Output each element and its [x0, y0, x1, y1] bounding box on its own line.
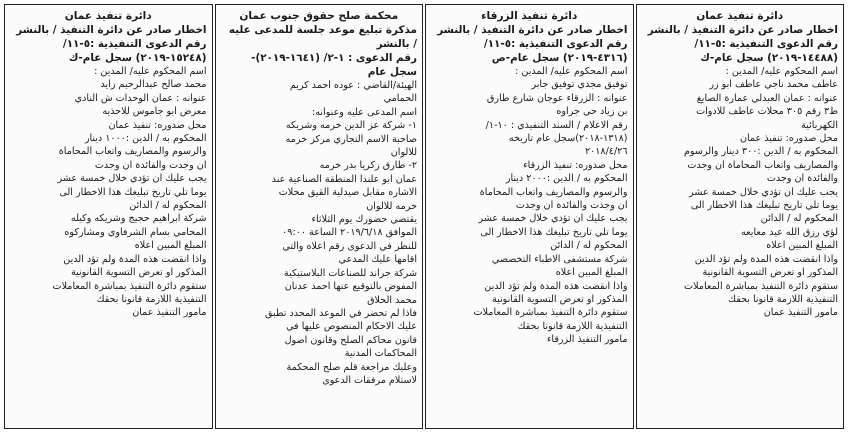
- notice-title: دائرة تنفيذ الزرقاء: [481, 10, 578, 22]
- notice-body-line: المذكور او تعرض التسوية القانونية: [491, 293, 628, 305]
- notice-body-line: عنوانه : عمان العبدلي عمارة الصايغ: [696, 92, 838, 104]
- notice-body-line: محل صدوره: تنفيذ عمان: [108, 119, 207, 131]
- notice-body-line: ان وجدت والفائدة ان وجدت: [515, 200, 628, 212]
- notice-case-line: اخطار صادر عن دائرة التنفيذ / بالنشر: [437, 24, 628, 36]
- notice-case-line: (٤٣١٦-٢٠١٩) سجل عام-ص: [491, 52, 628, 64]
- notice-case-line: (١٥٢٤٨-٢٠١٩) سجل عام-ك: [68, 52, 207, 64]
- notice-body-line: اسم المدعى عليه وعنوانه:: [312, 106, 417, 118]
- notice-body-line: للنظر في الدعوى رقم اعلاه والتي: [282, 240, 417, 252]
- notice-body-line: المحكوم له / الدائن: [129, 200, 207, 212]
- notice-body-line: فاذا لم تحضر في الموعد المحدد تطبق: [264, 307, 417, 319]
- notice-body-line: معرض ابو جاموس للاحذيه: [102, 106, 207, 118]
- notice-body-line: ستقوم دائرة التنفيذ بمباشرة المعاملات: [52, 280, 207, 292]
- notice-body-line: المحكوم به / الدين :٣٠٠ دينار والرسوم: [683, 146, 838, 158]
- notice-body-line: والرسوم والمصاريف واتعاب المحاماة: [479, 186, 628, 198]
- notice-body-line: عنوانه : الزرقاء عوجان شارع طارق: [486, 92, 628, 104]
- notice-body-line: المحامي بسام الشرفاوي ومشاركوه: [64, 226, 207, 238]
- notice-body-line: والرسوم والمصاريف واتعاب المحاماة: [58, 146, 207, 158]
- notice-title: محكمة صلح حقوق جنوب عمان: [239, 10, 399, 22]
- notice-body-line: التنفيذية اللازمة قانونا بحقك: [96, 293, 207, 305]
- notice-body-line: شركة ابراهيم حجيج وشريكه وكيله: [70, 213, 207, 225]
- notice-body-line: واذا انقضت هذه المدة ولم تؤد الدين: [484, 280, 628, 292]
- notice-body-line: الكهربائية: [801, 119, 838, 131]
- notice-body-line: اسم المحكوم عليه/ المدين :: [515, 66, 628, 77]
- notice-body-line: المفوض بالتوقيع عنها احمد عدنان: [284, 281, 417, 293]
- notice-body-line: مامور التنفيذ عمان: [132, 307, 207, 319]
- notice-body-line: الهيئة/القاضي : عوده احمد كريم: [289, 80, 417, 91]
- notice-body-line: مامور التنفيذ الزرقاء: [546, 334, 628, 346]
- notice-body-line: ٢- طارق زكريا بدر خرمه: [319, 160, 417, 172]
- notice-body-line: وعليك مراجعة قلم صلح المحكمة: [286, 361, 417, 373]
- notice-body-line: المحكوم به / الدين :٢٠٠٠ دينار: [505, 173, 628, 185]
- notice-body-line: عاطف محمد ناجي عاطف ابو زر: [709, 79, 838, 91]
- notice-case-line: اخطار صادر عن دائرة التنفيذ / بالنشر: [647, 24, 838, 36]
- notice-body-line: عليك الاحكام المنصوص عليها في: [286, 321, 417, 333]
- notice-body-line: يجب عليك ان تؤدي خلال خمسة عشر: [689, 186, 838, 198]
- notice-title: دائرة تنفيذ عمان: [696, 10, 784, 22]
- notice-body-line: يقتضي حضورك يوم الثلاثاء: [311, 214, 417, 226]
- notice-body-line: شركة مستشفى الاطباء التخصصي: [491, 253, 628, 265]
- notice-body-line: المذكور او تعرض التسوية القانونية: [70, 267, 207, 279]
- notice-amman-1: [636, 4, 845, 429]
- notice-body-line: محل صدوره: تنفيذ الزرقاء: [523, 159, 628, 171]
- notice-body-line: واذا انقضت هذه المدة ولم تؤد الدين: [694, 253, 838, 265]
- notice-title: دائرة تنفيذ عمان: [64, 10, 152, 22]
- notice-body-line: المحكوم له / الدائن: [760, 213, 838, 225]
- notice-body-line: يوما تلي تاريخ تبليغك هذا الاخطار الى: [690, 200, 838, 212]
- notice-case-line: مذكرة تبليغ موعد جلسة للمدعى عليه: [228, 24, 417, 36]
- notice-body-line: محمد صالح عبدالرحيم زايد: [100, 79, 207, 91]
- notice-body-line: محمد الحلاق: [367, 294, 417, 306]
- notice-body-line: بن زياد حي جراوه: [556, 106, 628, 118]
- notice-body-line: اسم المحكوم عليه/ المدين :: [94, 66, 207, 77]
- notice-body-line: التنفيذية اللازمة قانونا بحقك: [728, 293, 838, 305]
- notice-case-line: رقم الدعوى التنفيذية :٥-١١/: [483, 38, 628, 50]
- notice-body-line: المبلغ المبين اعلاه: [134, 240, 207, 252]
- notice-court-south-amman: [215, 4, 424, 429]
- notice-body-line: يوما تلي تاريخ تبليغك هذا الاخطار الى: [480, 226, 628, 238]
- notice-body-line: ١- شركة عز الدين خرمه وشريكه: [285, 120, 417, 132]
- notice-body-line: صاحبة الاسم التجاري مركز خرمه: [285, 133, 417, 145]
- notice-body-line: المحكوم له / الدائن: [550, 240, 628, 252]
- notice-body-line: عنوانه : عمان الوحدات ش النادي: [74, 92, 207, 104]
- notice-body-line: والفائدة ان وجدت: [766, 173, 838, 185]
- notice-body-line: للالوان: [390, 147, 417, 159]
- notice-body-line: عمان ابو علندا المنطقة الصناعية عند: [271, 173, 417, 185]
- notice-body-line: لؤي رزق الله عيد معايعه: [741, 226, 838, 238]
- notice-body-line: رقم الاعلام / السند التنفيذي : ١٠-١/: [485, 119, 628, 131]
- notice-body-line: يجب عليك ان تؤدي خلال خمسة عشر: [57, 173, 207, 185]
- notice-case-line: (١٤٤٨٨-٢٠١٩) سجل عام-ك: [700, 52, 838, 64]
- notice-body-line: التنفيذية اللازمة قانونا بحقك: [517, 320, 628, 332]
- notice-body-line: خرمه للالوان: [366, 200, 417, 212]
- notice-body-line: ستقوم دائرة التنفيذ بمباشرة المعاملات: [473, 307, 628, 319]
- notice-body-line: الاشاره مقابل صيدلية القيق محلات: [278, 187, 417, 199]
- notice-case-line: اخطار صادر عن دائرة التنفيذ / بالنشر: [16, 24, 207, 36]
- notice-body-line: المحكوم به / الدين :١٠٠٠ دينار: [84, 133, 207, 145]
- notice-signature: مامور التنفيذ عمان: [763, 307, 838, 319]
- notice-case-line: رقم الدعوى التنفيذية :٥-١١/: [694, 38, 838, 50]
- notice-body-line: الحمامي: [383, 93, 417, 105]
- notice-body-line: ط٣ رقم ٣٠٥ محلات عاطف للادوات: [696, 106, 838, 118]
- notice-body-line: ستقوم دائرة التنفيذ بمباشرة المعاملات: [684, 280, 838, 292]
- notice-body-line: توفيق مجدي توفيق جابر: [531, 79, 628, 91]
- notice-body-line: المذكور او تعرض التسوية القانونية: [702, 267, 838, 279]
- notice-body-line: قانون محاكم الصلح وقانون اصول: [284, 334, 417, 346]
- notice-case-line: رقم الدعوى التنفيذية :٥-١١/: [62, 38, 207, 50]
- notice-body-line: اسم المحكوم عليه/ المدين :: [725, 66, 838, 77]
- notice-case-line: / بالنشر: [376, 38, 417, 50]
- notice-body-line: شركة جراند للصناعات البلاستيكية: [283, 267, 417, 279]
- notice-case-line: رقم الدعوى : ١-٢/ (١٦٤١-٢٠١٩)-: [251, 52, 417, 64]
- notice-body-line: محل صدوره: تنفيذ عمان: [739, 133, 838, 145]
- notice-body-line: ان وجدت والفائدة ان وجدت: [94, 159, 207, 171]
- notice-body-line: (١٣١٨-٢٠١٨)سجل عام تاريخه: [508, 133, 628, 145]
- notice-case-line: سجل عام: [367, 66, 417, 78]
- notice-zarqa: [425, 4, 634, 429]
- notice-body-line: لاستلام مرفقات الدعوى: [322, 374, 417, 386]
- notice-body-line: ٢٠١٨/٤/٢٦: [584, 146, 628, 158]
- notice-body-line: يجب عليك ان تؤدي خلال خمسة عشر: [478, 213, 628, 225]
- notice-body-line: الموافق ٢٠١٩/٦/١٨ الساعة ٠٩:٠٠: [282, 227, 417, 239]
- notice-body-line: اقامها عليك المدعي: [338, 254, 417, 266]
- notice-body-line: واذا انقضت هذه المدة ولم تؤد الدين: [63, 253, 207, 265]
- notice-body-line: المبلغ المبين اعلاه: [555, 267, 628, 279]
- notice-body-line: يوما تلي تاريخ تبليغك هذا الاخطار الى: [59, 186, 207, 198]
- notice-body-line: المبلغ المبين اعلاه: [766, 240, 838, 252]
- notice-body-line: المحاكمات المدنية: [344, 348, 417, 360]
- notice-body-line: والمصاريف واتعاب المحاماة ان وجدت: [687, 159, 838, 171]
- notice-amman-2: [4, 4, 213, 429]
